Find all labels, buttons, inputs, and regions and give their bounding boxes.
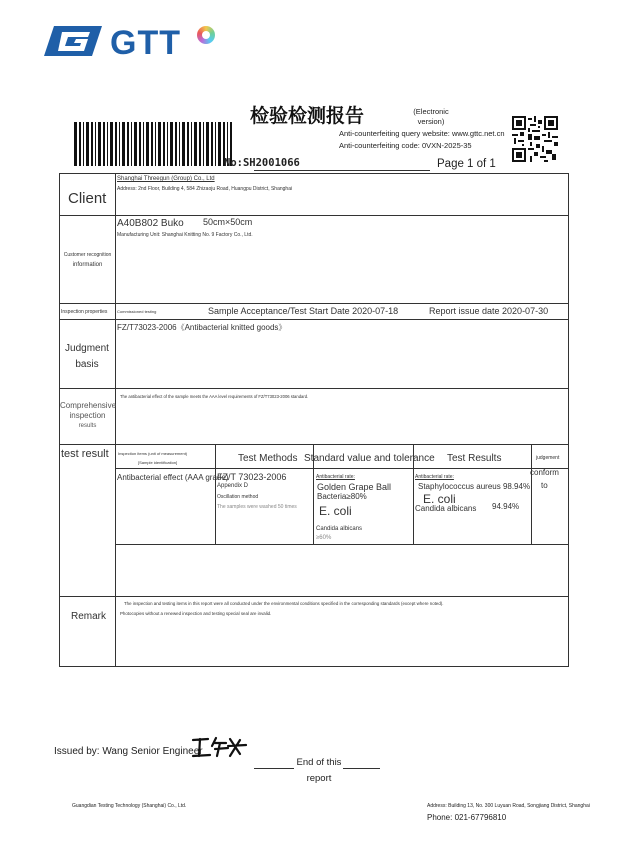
- anti-code: Anti-counterfeiting code: 0VXN-2025-35: [339, 141, 472, 150]
- report-table: [59, 173, 569, 667]
- res-staph: Staphylococcus aureus 98.94%: [418, 482, 531, 491]
- product-name: A40B802 Buko: [117, 218, 184, 229]
- method-type: Oscillation method: [217, 494, 259, 500]
- customer-label: Customer recognition information: [63, 252, 112, 268]
- manufacturer: Manufacturing Unit: Shanghai Knitting No. 9 Factory Co., Ltd.: [117, 232, 253, 238]
- product-size: 50cm×50cm: [203, 217, 253, 227]
- row-divider: [59, 388, 569, 389]
- anti-query-website: Anti-counterfeiting query website: www.gttc.net.cn: [339, 129, 505, 138]
- acceptance-date: Sample Acceptance/Test Start Date 2020-07-18: [208, 306, 399, 316]
- header-rule: [254, 170, 430, 171]
- test-result-label: test result: [61, 448, 109, 460]
- brand-dot-icon: [197, 26, 215, 44]
- std-candida: Candida albicans: [316, 526, 363, 532]
- std-label: Antibacterial rate:: [316, 474, 355, 480]
- judgment-basis: FZ/T73023-2006《Antibacterial knitted goods》: [117, 323, 287, 332]
- row-divider: [59, 444, 569, 445]
- std-ecoli: E. coli: [319, 504, 352, 518]
- row-divider: [115, 468, 569, 469]
- remark-line-2: Photocopies without a renewed inspection and testing special seal are invalid.: [120, 611, 272, 616]
- row-divider: [59, 215, 569, 216]
- col-divider: [215, 444, 216, 544]
- std-golden: Golden Grape Ball: [317, 482, 392, 492]
- end-of-report: End of this report: [296, 757, 342, 784]
- signature-icon: [190, 734, 250, 762]
- inspection-property: Commissioned testing: [117, 309, 157, 314]
- qr-code-icon: [512, 116, 558, 162]
- issued-by: Issued by: Wang Senior Engineer: [54, 746, 203, 757]
- col-standard: Standard value and tolerance: [304, 453, 435, 464]
- res-candida-value: 94.94%: [492, 502, 520, 511]
- inspection-label: Inspection properties: [61, 309, 108, 315]
- row-divider: [59, 303, 569, 304]
- report-number: No:SH2001066: [224, 157, 300, 169]
- gtt-logo-icon: [44, 26, 102, 56]
- remark-line-1: The inspection and testing items in this report were all conducted under the environmental conditions specified in the corresponding standards (except where noted).: [124, 601, 444, 606]
- col-methods: Test Methods: [238, 453, 298, 464]
- col-divider: [115, 173, 116, 667]
- judgment-label: Judgment basis: [65, 343, 109, 370]
- col-items-sub: [Sample identification]: [138, 460, 178, 465]
- std-bacteria: Bacteria≥80%: [317, 492, 367, 501]
- judgement-conform: conform: [530, 468, 559, 477]
- comprehensive-label: Comprehensive inspection results: [60, 401, 117, 429]
- client-name: Shanghai Threegun (Group) Co., Ltd: [117, 176, 215, 182]
- client-address: Address: 2nd Floor, Building 4, 584 Zhizaoju Road, Huangpu District, Shanghai: [117, 186, 293, 192]
- company-address: Address: Building 13, No. 300 Luyuan Road, Songjiang District, Shanghai: [427, 803, 590, 809]
- company-name: Guangdian Testing Technology (Shanghai) Co., Ltd.: [72, 803, 187, 809]
- method-wash: The samples were washed 50 times: [217, 504, 297, 510]
- method-standard: FZ/T 73023-2006: [217, 472, 287, 482]
- row-divider: [59, 596, 569, 597]
- col-results: Test Results: [447, 453, 502, 464]
- col-judgement: judgement: [536, 455, 560, 461]
- page-indicator: Page 1 of 1: [437, 158, 496, 170]
- client-label: Client: [68, 190, 107, 207]
- issue-date: Report issue date 2020-07-30: [429, 306, 549, 316]
- report-title: 检验检测报告: [250, 105, 365, 127]
- end-rule-right: [343, 768, 380, 769]
- res-ecoli: E. coli: [423, 492, 456, 506]
- col-divider: [531, 444, 532, 544]
- barcode-icon: [74, 122, 232, 166]
- row-divider: [59, 319, 569, 320]
- col-items-header: Inspection items (unit of measurement): [118, 451, 188, 456]
- comprehensive-text: The antibacterial effect of the sample meets the AAA level requirements of FZ/T73023-2006 standard.: [120, 394, 309, 399]
- method-appendix: Appendix D: [217, 483, 249, 489]
- report-subtitle: (Electronic version): [413, 107, 449, 126]
- row-divider: [115, 544, 569, 545]
- res-candida: Candida albicans: [415, 504, 477, 513]
- std-candida-value: ≥60%: [316, 535, 332, 541]
- remark-label: Remark: [71, 611, 107, 622]
- end-rule-left: [254, 768, 294, 769]
- res-label: Antibacterial rate:: [415, 474, 454, 480]
- company-phone: Phone: 021-67796810: [427, 813, 507, 822]
- brand-name: GTT: [110, 24, 181, 62]
- row-item: Antibacterial effect (AAA grade): [117, 473, 229, 482]
- judgement-to: to: [541, 481, 548, 490]
